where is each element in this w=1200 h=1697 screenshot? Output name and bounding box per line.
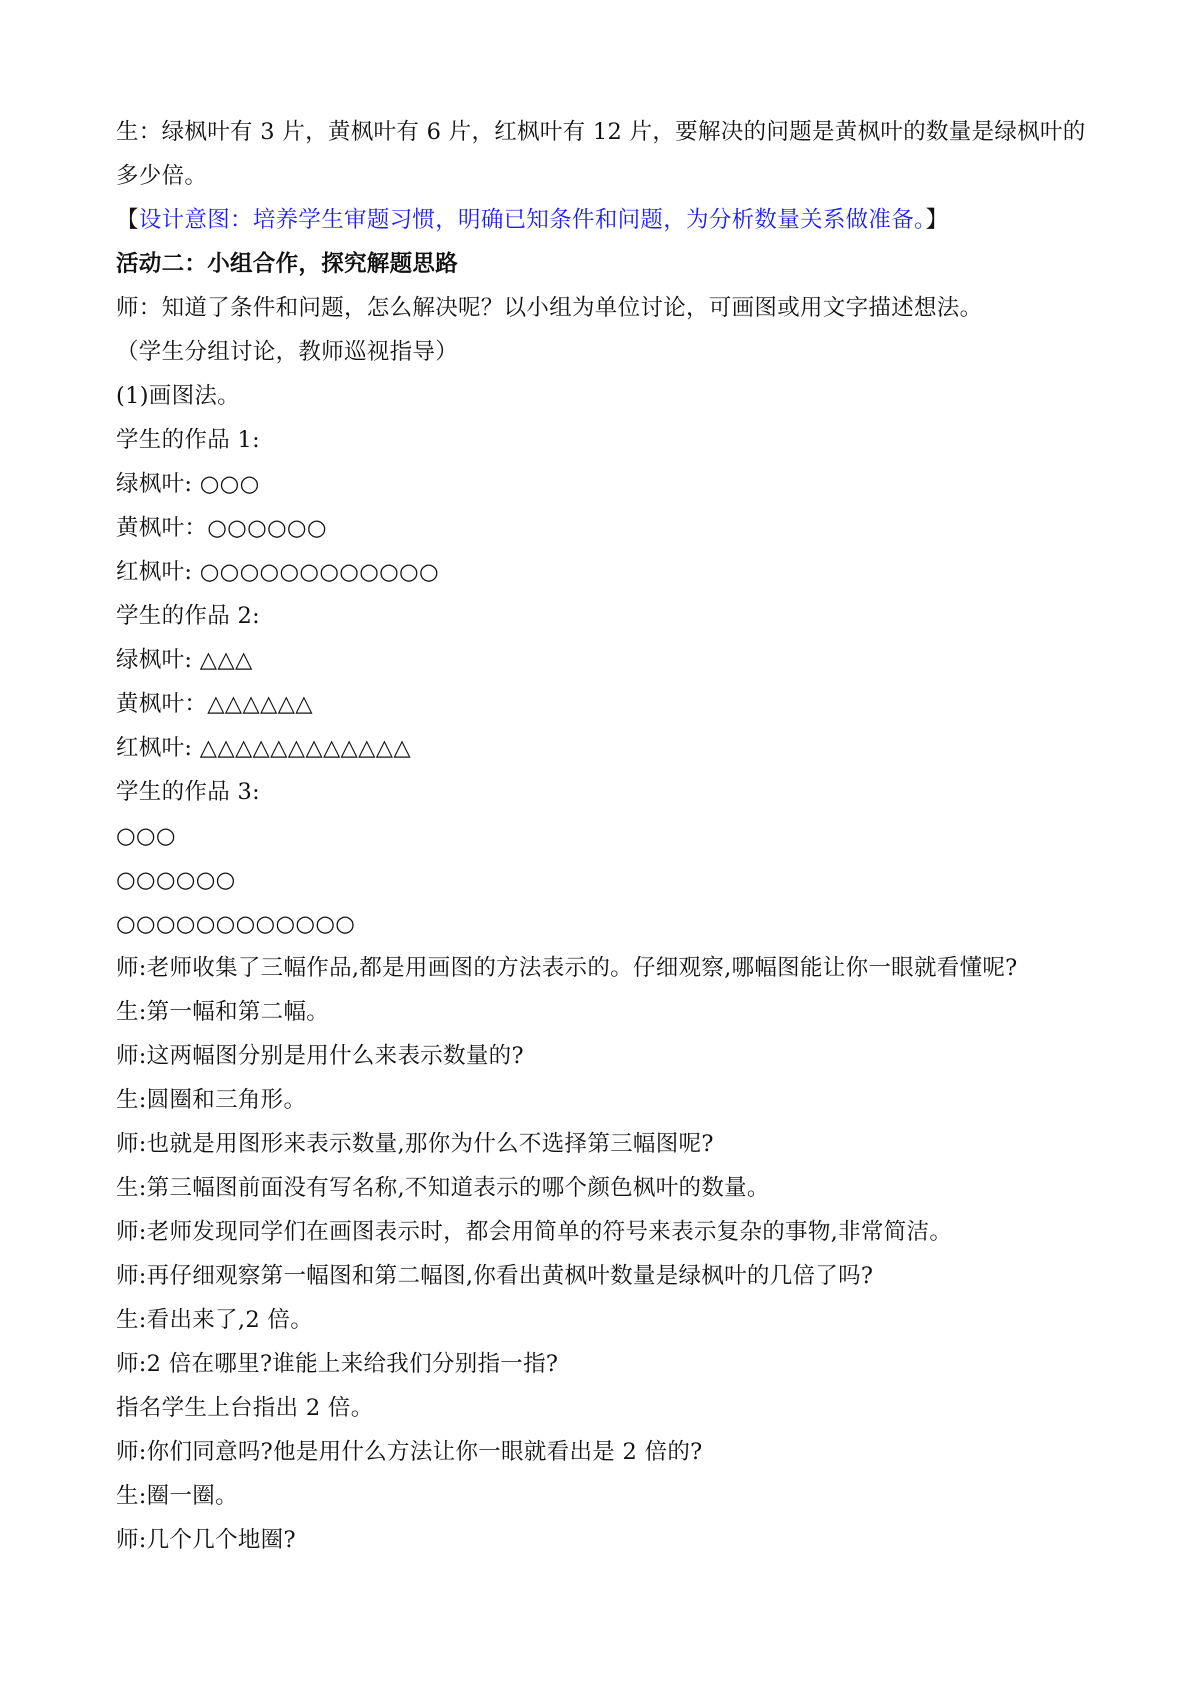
student-work-label: 学生的作品 1:: [116, 427, 260, 453]
student-line: 生:第三幅图前面没有写名称,不知道表示的哪个颜色枫叶的数量。: [116, 1175, 770, 1201]
teacher-line: 师:几个几个地圈?: [116, 1527, 296, 1553]
student-work-label: 学生的作品 2:: [116, 603, 260, 629]
student-line: 生:圈一圈。: [116, 1483, 238, 1509]
student-line: 生:第一幅和第二幅。: [116, 999, 330, 1025]
teacher-line: 师:2 倍在哪里?谁能上来给我们分别指一指?: [116, 1351, 559, 1377]
document-page: [116, 110, 1096, 1562]
work-row: ○○○: [116, 823, 176, 849]
work-row: ○○○○○○: [116, 867, 236, 893]
work-row: 黄枫叶：○○○○○○: [116, 515, 327, 541]
student-line: 生:圆圈和三角形。: [116, 1087, 307, 1113]
activity-heading: 活动二：小组合作，探究解题思路: [116, 251, 459, 277]
work-row: 绿枫叶: △△△: [116, 647, 253, 673]
teacher-line: 师：知道了条件和问题，怎么解决呢？以小组为单位讨论，可画图或用文字描述想法。: [116, 295, 983, 321]
teacher-line: 师:老师收集了三幅作品,都是用画图的方法表示的。仔细观察,哪幅图能让你一眼就看懂呢?: [116, 955, 1018, 981]
teacher-line: 师:老师发现同学们在画图表示时，都会用简单的符号来表示复杂的事物,非常简洁。: [116, 1219, 953, 1245]
teacher-line: 师:你们同意吗?他是用什么方法让你一眼就看出是 2 倍的?: [116, 1439, 703, 1465]
design-intent-note: [116, 198, 1096, 242]
work-row: 黄枫叶：△△△△△△: [116, 691, 313, 717]
teacher-line: 师:再仔细观察第一幅图和第二幅图,你看出黄枫叶数量是绿枫叶的几倍了吗?: [116, 1263, 874, 1289]
teacher-line: 师:也就是用图形来表示数量,那你为什么不选择第三幅图呢?: [116, 1131, 714, 1157]
work-row: 红枫叶: ○○○○○○○○○○○○: [116, 559, 439, 585]
stage-direction: （学生分组讨论，教师巡视指导）: [116, 339, 459, 365]
method-heading: (1)画图法。: [116, 383, 240, 409]
design-intent-text: 设计意图：培养学生审题习惯，明确已知条件和问题，为分析数量关系做准备。: [138, 207, 926, 233]
student-line: 生:看出来了,2 倍。: [116, 1307, 314, 1333]
narration-line: 指名学生上台指出 2 倍。: [116, 1395, 374, 1421]
student-work-label: 学生的作品 3:: [116, 779, 260, 805]
bracket-open: 【: [116, 207, 139, 233]
work-row: 红枫叶: △△△△△△△△△△△△: [116, 735, 411, 761]
bracket-close: 】: [925, 207, 949, 233]
teacher-line: 师:这两幅图分别是用什么来表示数量的?: [116, 1043, 524, 1069]
work-row: 绿枫叶: ○○○: [116, 471, 260, 497]
student-answer-paragraph: 生：绿枫叶有 3 片，黄枫叶有 6 片，红枫叶有 12 片，要解决的问题是黄枫叶的数量是绿枫叶的多少倍。: [116, 119, 1086, 189]
work-row: ○○○○○○○○○○○○: [116, 911, 356, 937]
